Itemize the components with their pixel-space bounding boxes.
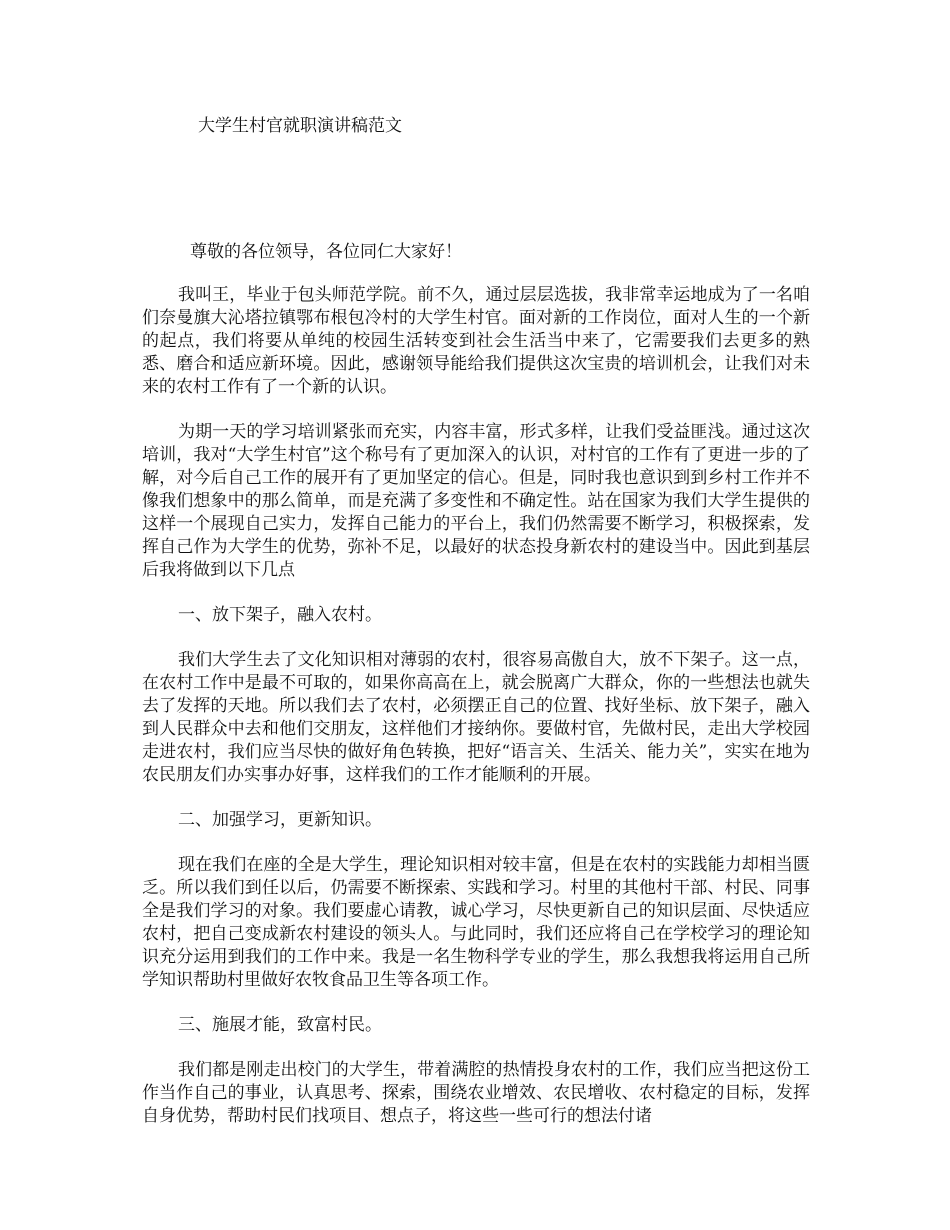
section-heading-3: 三、施展才能，致富村民。 [178, 1015, 382, 1035]
paragraph-talent: 我们都是刚走出校门的大学生，带着满腔的热情投身农村的工作，我们应当把这份工作当作自己的事业，认真思考、探索，围绕农业增效、农民增收、农村稳定的目标，发挥自身优势，帮助村民们找项目、想点子，将这些一些可行的想法付诸 [142, 1060, 810, 1126]
paragraph-training-reflection: 为期一天的学习培训紧张而充实，内容丰富，形式多样，让我们受益匪浅。通过这次培训，我对“大学生村官”这个称号有了更加深入的认识，对村官的工作有了更进一步的了解，对今后自己工作的展开有了更加坚定的信心。但是，同时我也意识到到乡村工作并不像我们想象中的那么简单，而是充满了多变性和不确定性。站在国家为我们大学生提供的这样一个展现自己实力，发挥自己能力的平台上，我们仍然需要不断学习，积极探索，发挥自己作为大学生的优势，弥补不足，以最好的状态投身新农村的建设当中。因此到基层后我将做到以下几点 [142, 422, 810, 580]
section-heading-2: 二、加强学习，更新知识。 [178, 810, 382, 830]
section-heading-1: 一、放下架子，融入农村。 [178, 605, 382, 625]
paragraph-integrate-village: 我们大学生去了文化知识相对薄弱的农村，很容易高傲自大，放不下架子。这一点，在农村工作中是最不可取的，如果你高高在上，就会脱离广大群众，你的一些想法也就失去了发挥的天地。所以我们去了农村，必须摆正自己的位置、找好坐标、放下架子，融入到人民群众中去和他们交朋友，这样他们才接纳你。要做村官，先做村民，走出大学校园走进农村，我们应当尽快的做好角色转换，把好“语言关、生活关、能力关”，实实在地为农民朋友们办实事办好事，这样我们的工作才能顺利的开展。 [142, 650, 810, 785]
document-body [142, 284, 810, 1150]
paragraph-learning: 现在我们在座的全是大学生，理论知识相对较丰富，但是在农村的实践能力却相当匮乏。所以我们到任以后，仍需要不断探索、实践和学习。村里的其他村干部、村民、同事全是我们学习的对象。我们要虚心请教，诚心学习，尽快更新自己的知识层面、尽快适应农村，把自己变成新农村建设的领头人。与此同时，我们还应将自己在学校学习的理论知识充分运用到我们的工作中来。我是一名生物科学专业的学生，那么我想我将运用自己所学知识帮助村里做好农牧食品卫生等各项工作。 [142, 855, 810, 990]
paragraph-introduction: 我叫王，毕业于包头师范学院。前不久，通过层层选拔，我非常幸运地成为了一名咱们奈曼旗大沁塔拉镇鄂布根包冷村的大学生村官。面对新的工作岗位，面对人生的一个新的起点，我们将要从单纯的校园生活转变到社会生活当中来了，它需要我们去更多的熟悉、磨合和适应新环境。因此，感谢领导能给我们提供这次宝贵的培训机会，让我们对未来的农村工作有了一个新的认识。 [142, 285, 810, 397]
document-title: 大学生村官就职演讲稿范文 [198, 116, 402, 136]
greeting-line: 尊敬的各位领导，各位同仁大家好！ [190, 242, 462, 262]
